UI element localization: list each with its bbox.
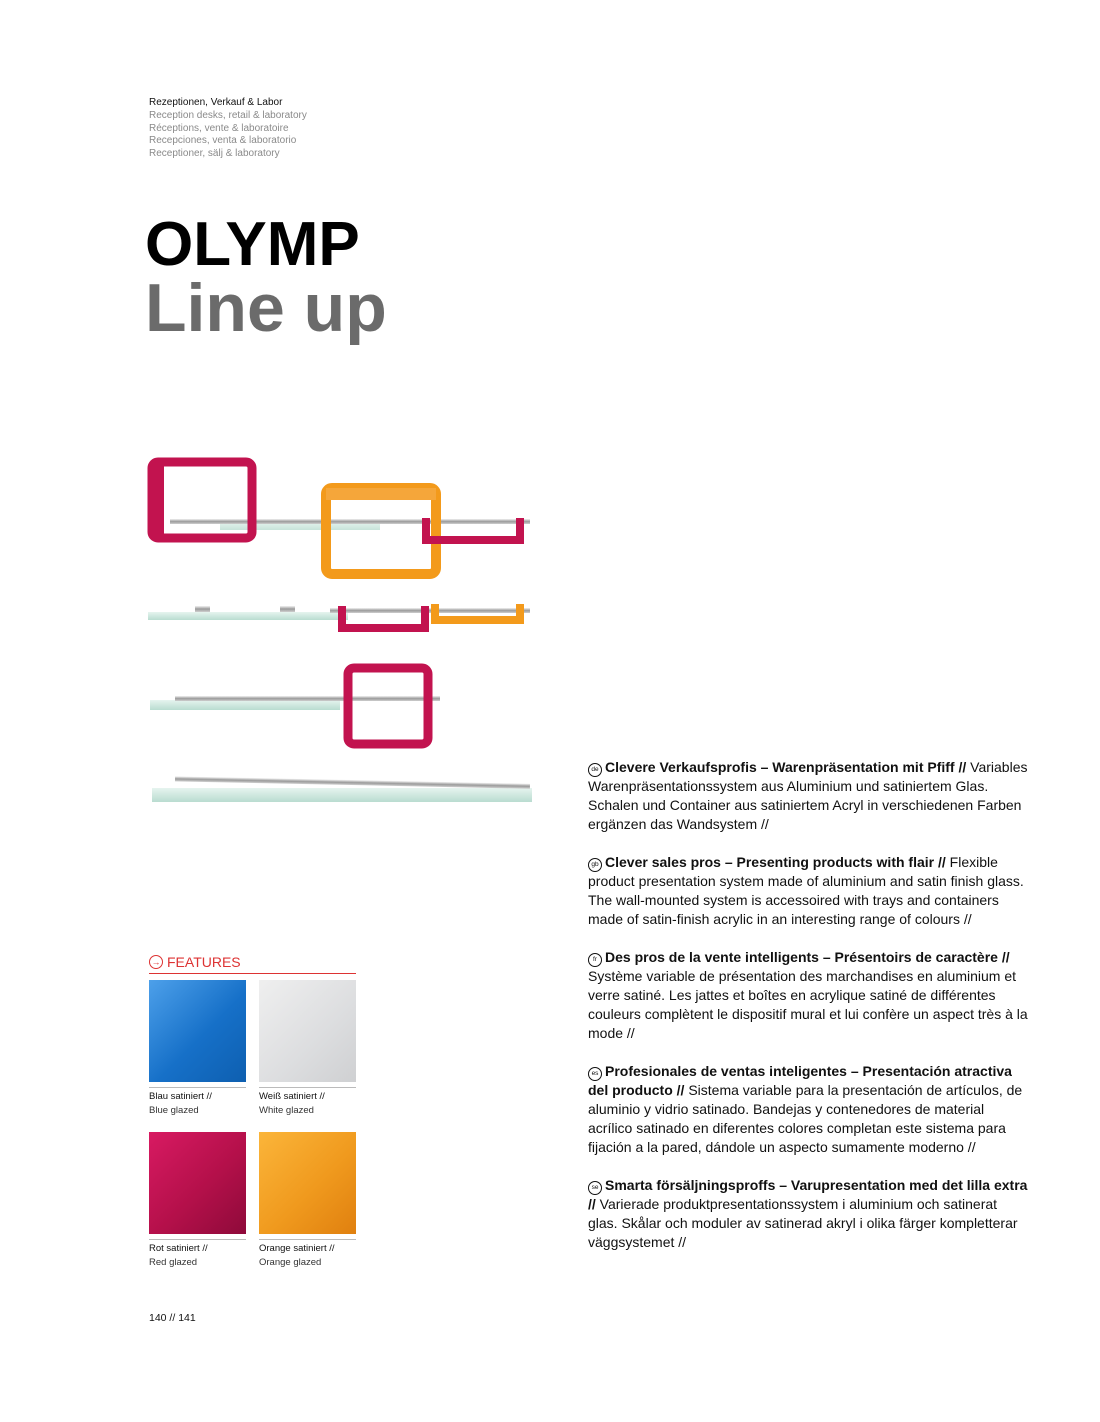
page-number: 140 // 141 bbox=[149, 1312, 196, 1324]
language-badge-gb: gb bbox=[588, 858, 602, 872]
swatch-caption-blue bbox=[149, 1090, 212, 1118]
paragraph-gb-body: Flexible product presentation system made of aluminium and satin finish glass. The wall-mounted system is accessoired with trays and containers made of satin-finish acrylic in an interesting range of colours // bbox=[588, 854, 1024, 927]
language-badge-se: se bbox=[588, 1181, 602, 1195]
arrow-right-circle-icon: → bbox=[149, 955, 163, 969]
paragraph-fr-body: Système variable de présentation des marchandises en aluminium et verre satiné. Les jattes et boîtes en acrylique satiné de différentes couleurs complètent le dispositif mural et lui confère un aspect très à la mode // bbox=[588, 968, 1028, 1041]
paragraph-es bbox=[588, 1062, 1028, 1157]
swatch-label-en: Blue glazed bbox=[149, 1105, 199, 1116]
orange-cube-icon bbox=[326, 488, 436, 574]
paragraph-se-body: Varierade produktpresentationssystem i aluminium och satinerat glas. Skålar och moduler av satinerad akryl i olika färger kompletterar väggsystemet // bbox=[588, 1196, 1018, 1250]
swatch-label-en: White glazed bbox=[259, 1105, 314, 1116]
breadcrumb-en: Reception desks, retail & laboratory bbox=[149, 109, 307, 121]
features-heading-label: FEATURES bbox=[167, 954, 241, 970]
swatch-caption-white bbox=[259, 1090, 325, 1118]
description-texts bbox=[588, 758, 1028, 1271]
swatch-label-en: Red glazed bbox=[149, 1257, 198, 1268]
page-title bbox=[145, 212, 387, 344]
paragraph-de-body: Variables Warenpräsentationssystem aus Aluminium und satiniertem Glas. Schalen und Container aus satiniertem Acryl in verschiedenen Farben ergänzen das Wandsystem // bbox=[588, 759, 1028, 832]
divider bbox=[149, 1239, 246, 1240]
breadcrumb-fr: Réceptions, vente & laboratoire bbox=[149, 122, 289, 134]
swatch-red bbox=[149, 1132, 246, 1234]
breadcrumb-es: Recepciones, venta & laboratorio bbox=[149, 135, 297, 147]
divider bbox=[259, 1087, 356, 1088]
paragraph-gb-heading: Clever sales pros – Presenting products with flair // bbox=[605, 854, 946, 870]
language-badge-de: de bbox=[588, 763, 602, 777]
paragraph-se-heading: Smarta försäljningsproffs – Varupresentation med det lilla extra // bbox=[588, 1177, 1028, 1212]
swatch-caption-orange bbox=[259, 1242, 335, 1270]
divider bbox=[149, 1087, 246, 1088]
swatch-label-de: Weiß satiniert // bbox=[259, 1091, 325, 1102]
swatch-white bbox=[259, 980, 356, 1082]
breadcrumb bbox=[149, 97, 307, 161]
divider bbox=[259, 1239, 356, 1240]
swatch-caption-red bbox=[149, 1242, 208, 1270]
swatch-label-de: Orange satiniert // bbox=[259, 1243, 335, 1254]
language-badge-es: es bbox=[588, 1067, 602, 1081]
title-line-2: Line up bbox=[145, 270, 387, 346]
title-line-1: OLYMP bbox=[145, 210, 360, 279]
paragraph-de bbox=[588, 758, 1028, 834]
product-illustration bbox=[130, 440, 550, 840]
swatch-label-en: Orange glazed bbox=[259, 1257, 322, 1268]
features-heading bbox=[149, 954, 356, 974]
paragraph-de-heading: Clevere Verkaufsprofis – Warenpräsentation mit Pfiff // bbox=[605, 759, 967, 775]
swatch-label-de: Blau satiniert // bbox=[149, 1091, 212, 1102]
paragraph-es-heading: Profesionales de ventas inteligentes – Presentación atractiva del producto // bbox=[588, 1063, 1012, 1098]
language-badge-fr: fr bbox=[588, 953, 602, 967]
paragraph-se bbox=[588, 1176, 1028, 1252]
paragraph-gb bbox=[588, 853, 1028, 929]
paragraph-es-body: Sistema variable para la presentación de artículos, de aluminio y vidrio satinado. Bandejas y contenedores de material acrílico satinado en diferentes colores completan este sistema para fijación a la pared, dándole un aspecto sumamente moderno // bbox=[588, 1082, 1023, 1155]
paragraph-fr bbox=[588, 948, 1028, 1043]
breadcrumb-sv: Receptioner, sälj & laboratory bbox=[149, 148, 280, 160]
swatch-label-de: Rot satiniert // bbox=[149, 1243, 208, 1254]
swatch-blue bbox=[149, 980, 246, 1082]
paragraph-fr-heading: Des pros de la vente intelligents – Présentoirs de caractère // bbox=[605, 949, 1010, 965]
breadcrumb-de: Rezeptionen, Verkauf & Labor bbox=[149, 97, 283, 108]
swatch-orange bbox=[259, 1132, 356, 1234]
